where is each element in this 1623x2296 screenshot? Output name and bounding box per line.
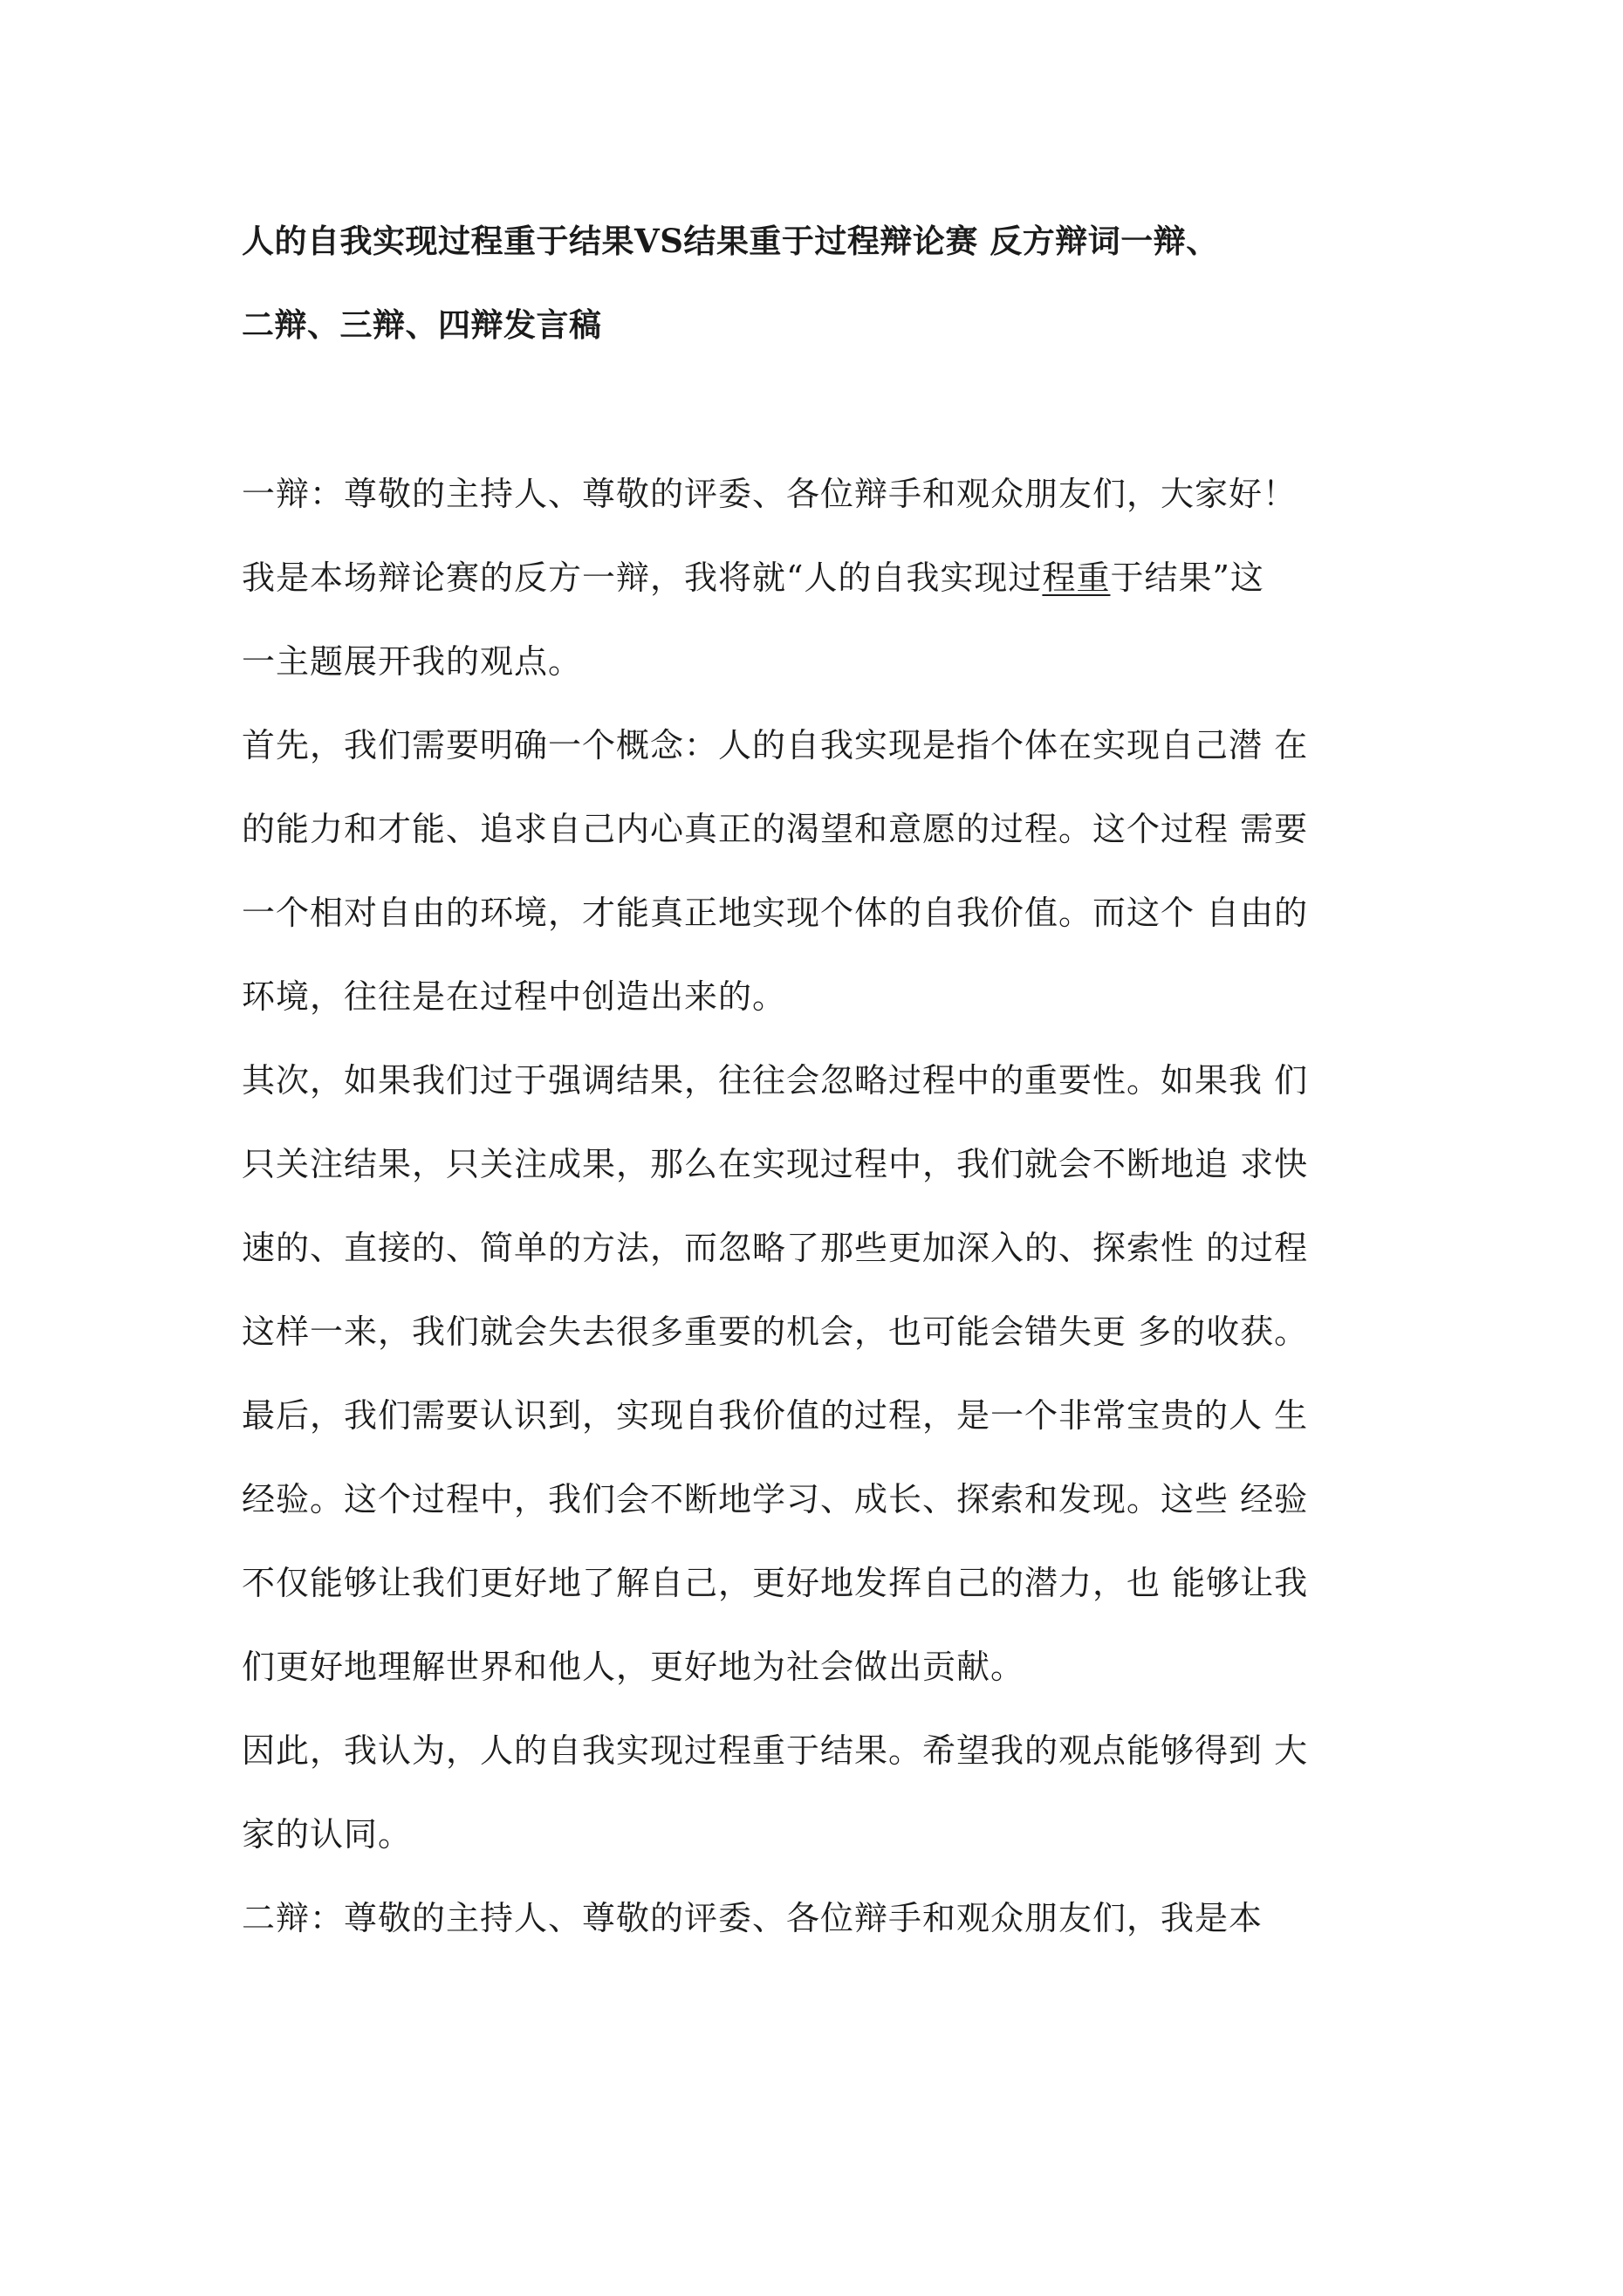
body-line: 其次，如果我们过于强调结果，往往会忽略过程中的重要性。如果我 们 <box>242 1061 1309 1100</box>
document-title <box>242 199 1411 367</box>
document-body <box>242 452 1411 1960</box>
body-line: 的能力和才能、追求自己内心真正的渴望和意愿的过程。这个过程 需要 <box>242 810 1309 848</box>
body-line: 只关注结果，只关注成果，那么在实现过程中，我们就会不断地追 求快 <box>242 1145 1309 1183</box>
body-line: 一个相对自由的环境，才能真正地实现个体的自我价值。而这个 自由的 <box>242 894 1309 932</box>
body-line: 环境，往往是在过程中创造出来的。 <box>242 977 787 1016</box>
body-line: 首先，我们需要明确一个概念：人的自我实现是指个体在实现自己潜 在 <box>242 726 1309 764</box>
body-line <box>242 536 1411 620</box>
body-line: 这样一来，我们就会失去很多重要的机会，也可能会错失更 多的收获。 <box>242 1312 1309 1351</box>
body-line: 经验。这个过程中，我们会不断地学习、成长、探索和发现。这些 经验 <box>242 1480 1309 1518</box>
body-line: 家的认同。 <box>242 1815 413 1854</box>
body-line: 不仅能够让我们更好地了解自己，更好地发挥自己的潜力，也 能够让我 <box>242 1564 1309 1602</box>
title-line: 二辩、三辩、四辩发言稿 <box>242 305 602 344</box>
body-line-text: 于结果”这 <box>1110 559 1264 597</box>
body-line: 一主题展开我的观点。 <box>242 642 583 681</box>
body-line: 速的、直接的、简单的方法，而忽略了那些更加深入的、探索性 的过程 <box>242 1229 1309 1267</box>
body-line: 因此，我认为，人的自我实现过程重于结果。希望我的观点能够得到 大 <box>242 1731 1309 1770</box>
body-line: 们更好地理解世界和他人，更好地为社会做出贡献。 <box>242 1648 1025 1686</box>
underlined-text: 程重 <box>1042 559 1111 597</box>
body-line-text: 我是本场辩论赛的反方一辩，我将就“人的自我实现过 <box>242 559 1043 597</box>
body-line: 最后，我们需要认识到，实现自我价值的过程，是一个非常宝贵的人 生 <box>242 1396 1309 1435</box>
title-line: 人的自我实现过程重于结果VS结果重于过程辩论赛 反方辩词一辩、 <box>242 222 1219 260</box>
body-line: 一辩：尊敬的主持人、尊敬的评委、各位辩手和观众朋友们，大家好！ <box>242 475 1298 513</box>
body-line: 二辩：尊敬的主持人、尊敬的评委、各位辩手和观众朋友们，我是本 <box>242 1899 1263 1937</box>
